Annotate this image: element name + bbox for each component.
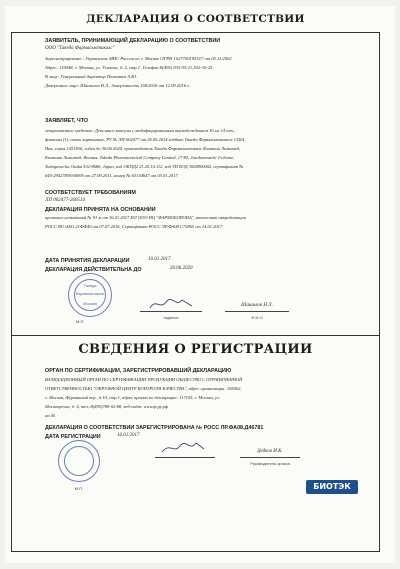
applicant-line: ООО "Такеда Фармасьютикалс"	[45, 46, 115, 51]
valid-until-label: ДЕКЛАРАЦИЯ ДЕЙСТВИТЕЛЬНА ДО	[45, 267, 142, 273]
stamp-text: Такеда	[83, 283, 97, 288]
accepted-date: 16.01.2017	[148, 257, 171, 262]
mp-caption: М.П.	[76, 319, 85, 324]
section-divider	[11, 335, 380, 336]
name-caption: Ф.И.О	[251, 315, 263, 320]
biotek-logo: БИОТЭК	[306, 480, 358, 494]
declares-line: флаконы (1), пачки картонные, РУ № ЛП-002477 от 26.05.2014 годдаво Такеда Фармасьютикалс США,	[45, 137, 246, 142]
declares-line: Yodogawa-ku Osaka 532-8686, Japan, код ОКПД2 21.20.10.112, код ТН ВЭД 3004900002, сертификат №	[45, 164, 244, 169]
certification-body-line: Москворечье, д. 4, тел.:8(495)788-02-88, веб-сайт: www.ф.ру.рф	[45, 404, 169, 409]
head-name-line	[240, 457, 300, 458]
declares-line: 645-29427859/00095 от 27.09.2011, номер № 63134647 от 05.01.2017	[45, 173, 178, 178]
certification-body-header: ОРГАН ПО СЕРТИФИКАЦИИ, ЗАРЕГИСТРИРОВАВШИЙ ДЕКЛАРАЦИЮ	[45, 368, 232, 374]
registration-date-label: ДАТА РЕГИСТРАЦИИ	[45, 434, 101, 440]
name-line	[225, 311, 289, 312]
certification-body-line: ОТВЕТСТВЕННОСТЬЮ "ОКРУЖНОЙ ЦЕНТР КОНТРОЛЯ КАЧЕСТВА", адрес организации: 105062,	[45, 386, 242, 391]
basis-header: ДЕКЛАРАЦИЯ ПРИНЯТА НА ОСНОВАНИИ	[45, 207, 156, 213]
head-caption: Руководитель органа	[250, 461, 290, 466]
stamp-text: Москва	[83, 301, 97, 306]
applicant-line: Доверенное лицо: Шашилов Н.Л., доверенность 158/2016 от 12.09.2016 г.	[45, 83, 191, 88]
registration-stamp-inner	[64, 446, 94, 476]
head-signature-scribble	[160, 438, 206, 456]
certification-body-line: г. Москва, Фурманный пер., д.10, стр.1, адрес приема по декларации: 117105, г. Москва, ул.	[45, 395, 220, 400]
head-name: Дедков И.К.	[257, 449, 283, 454]
accepted-date-label: ДАТА ПРИНЯТИЯ ДЕКЛАРАЦИИ	[45, 258, 130, 264]
registration-title: СВЕДЕНИЯ О РЕГИСТРАЦИИ	[78, 342, 313, 357]
declares-line: Кампани Лимитед, Япония, Takeda Pharmaceutical Company Limited, 17-85, Jusohonmachi 2-chome,	[45, 155, 235, 160]
basis-line: протокол испытаний № 91 м от 16.01.2017 ИЛ ООО НЦ "ФАРМОБОРОНА", аттестат аккредитации	[45, 215, 246, 220]
declares-line: лекарственное средство: Декслансо капсулы с модифицированным высвобождением 30 мг 14 шт.,	[45, 128, 236, 133]
requirements-header: СООТВЕТСТВУЕТ ТРЕБОВАНИЯМ	[45, 190, 136, 196]
declares-line: Инк, серия 1451836, годен до 30.06.2020, производитель Такеда Фармасьютикалс Компани Лимитед,	[45, 146, 240, 151]
signature-scribble	[148, 296, 194, 312]
applicant-line: Зарегистрировано : Управление МНС России по г. Москве ОГРН 1027700195517 от 05.11.2002	[45, 56, 232, 61]
valid-until-date: 30.06.2020	[170, 266, 193, 271]
applicant-line: Адрес: 119048, г. Москва, ул. Усачева, д. 2, стр.1. Телефон:8(495) 933-55-11,502-16-25	[45, 65, 213, 70]
head-signature-line	[155, 457, 215, 458]
registration-date: 16.01.2017	[117, 433, 140, 438]
registration-mp-caption: М.П.	[74, 486, 84, 491]
declaration-title: ДЕКЛАРАЦИЯ О СООТВЕТСТВИИ	[86, 13, 305, 25]
signature-caption: подпись	[163, 315, 179, 320]
basis-line: РОСС RU.0001.21ФФ40 от 07.07.2016, Сертификат РОСС ЛР.ФА08.С75865 от 14.01.2017	[45, 224, 223, 229]
registration-number: ДЕКЛАРАЦИЯ О СООТВЕТСТВИИ ЗАРЕГИСТРИРОВАНА № РОСС ЛР.ФА08.Д46781	[45, 425, 264, 431]
stamp-text: Фармасьютикалс	[75, 292, 105, 296]
requirements-line: ЛП 002477-260514	[45, 198, 85, 203]
declares-header: ЗАЯВЛЯЕТ, ЧТО	[45, 118, 89, 124]
applicant-line: В лице: Генеральный директор Пономаев А.Ю.	[45, 74, 138, 79]
certification-body-line: ВАЛИДАЦИОННЫЙ ОРГАН ПО СЕРТИФИКАЦИИ ПРОДУКЦИИ ОБЩЕСТВО С ОГРАНИЧЕННОЙ	[45, 377, 243, 382]
applicant-header: ЗАЯВИТЕЛЬ, ПРИНИМАЮЩИЙ ДЕКЛАРАЦИЮ О СООТВЕТСТВИИ	[45, 38, 221, 44]
certification-body-line: ип 45	[45, 413, 56, 418]
signer-name: Шашилов Н.Л.	[241, 303, 273, 308]
